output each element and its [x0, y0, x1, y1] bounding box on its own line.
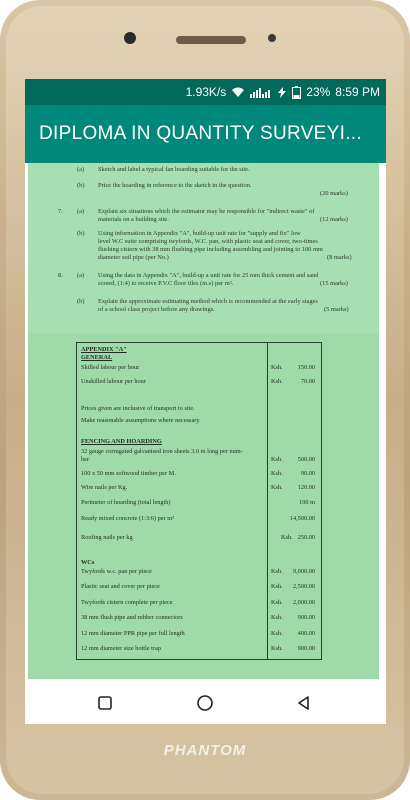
front-camera	[124, 32, 136, 44]
battery-icon	[292, 86, 301, 99]
q7-number: 7.	[58, 208, 63, 215]
home-button[interactable]	[194, 692, 216, 714]
q8b-marks: (5 marks)	[324, 306, 349, 313]
signal-icon	[250, 87, 272, 98]
status-bar	[25, 79, 386, 105]
wc-heading: WCs	[81, 559, 95, 566]
q6a-label: (a)	[77, 166, 85, 173]
concrete-item: Ready mixed concrete (1:3:6) per m³	[81, 515, 174, 522]
transport-note: Prices given are inclusive of transport to site.	[81, 405, 195, 412]
recents-button[interactable]	[94, 692, 116, 714]
q7a-line-2: materials on a building site.	[98, 216, 169, 223]
q8a-line-1: Using the data in Appendix "A", build-up a unit rate for 25 mm thick cement and sand	[98, 272, 319, 279]
q7b-line-3: flushing cistern with 38 mm flushing pipe including assembling and jointing to 100 mm	[98, 246, 323, 253]
q7b-line-1: Using information in Appendix "A", build-up unit rate for "supply and fix" low	[98, 230, 301, 237]
q8a-marks: (15 marks)	[320, 280, 348, 287]
skilled-labour-item: Skilled labour per hour	[81, 364, 140, 371]
phone-screen	[25, 79, 386, 724]
earpiece-speaker	[176, 36, 246, 44]
q7a-marks: (12 marks)	[320, 216, 348, 223]
navigation-bar	[25, 682, 386, 724]
back-button[interactable]	[293, 692, 315, 714]
timber-item: 100 x 50 mm softwood timber per M.	[81, 470, 176, 477]
q6-marks: (20 marks)	[320, 190, 348, 197]
roofing-nails-item: Roofing nails per kg	[81, 534, 133, 541]
general-heading: GENERAL	[81, 354, 113, 361]
appendix-title: APPENDIX "A"	[81, 346, 127, 353]
back-icon	[296, 695, 312, 711]
cistern-item: Twyfords cistern complete per piece	[81, 599, 173, 606]
home-icon	[196, 694, 214, 712]
q8b-line-2: of a school class project before any drawings.	[98, 306, 215, 313]
bottle-trap-item: 12 mm diameter size bottle trap	[81, 645, 161, 652]
proximity-sensor	[268, 34, 276, 42]
q7a-line-1: Explain six situations which the estimator may be responsible for "indirect waste" of	[98, 208, 315, 215]
iron-sheets-item-line-2: ber	[81, 456, 90, 463]
iron-sheets-item-line-1: 32 gauge corrugated galvanised iron sheets 3.0 m long per num-	[81, 448, 243, 455]
perimeter-item: Perimeter of hoarding (total length)	[81, 499, 171, 506]
recents-icon	[97, 695, 113, 711]
appendix-a-table: APPENDIX "A" GENERAL Skilled labour per hour Ksh. 150.00 Unskilled labour per hour Ksh. 70.00 Prices given are inclusive of transport to site. Make reasonable assumptions where necessary. FENCING AND HOARDING 32 gauge corrugated galvanised iron sheets 3.0 m long per num- ber Ksh. 500.00 100 x 50 mm softwood timber per M. Ksh. 90.00 Wire nails per Kg. Ksh. 120.00 Perimeter of hoarding (total length) 100 m Ready mixed concrete (1:3:6) per m³ 14,500.00 Roofing nails per kg Ksh. 250.00 WCs Twyfords w.c. pan per piece Ksh. 9,000.00 Plastic seat and cover per piece Ksh. 2,500.00 Twyfords cistern complete per piece Ksh. 2,000.00 38 mm flush pipe and rubber connectors Ksh. 900.00 12 mm diameter PPR pipe per full length Ksh. 400.00 12 mm diameter size bottle trap Ksh. 900.00	[76, 342, 322, 660]
battery-percent: 23%	[306, 85, 331, 99]
q8b-label: (b)	[77, 298, 85, 305]
q8b-line-1: Explain the approximate estimating method which is recommended at the early stages	[98, 298, 318, 305]
data-saver-icon	[277, 87, 287, 98]
column-divider	[267, 343, 268, 659]
q6b-label: (b)	[77, 182, 85, 189]
q8-number: 8.	[58, 272, 63, 279]
q6a-text: Sketch and label a typical fan hoarding suitable for the site.	[98, 166, 250, 173]
q6b-text: Price the hoarding in reference to the sketch in the question.	[98, 182, 252, 189]
network-speed: 1.93K/s	[185, 85, 227, 99]
document-viewer[interactable]	[25, 163, 386, 682]
clock: 8:59 PM	[335, 85, 380, 99]
seat-cover-item: Plastic seat and cover per piece	[81, 583, 160, 590]
q7b-line-4: diameter soil pipe (per No.)	[98, 254, 169, 261]
status-indicators	[186, 85, 380, 99]
fencing-heading: FENCING AND HOARDING	[81, 438, 162, 445]
q8a-line-2: screed, (1:4) to receive P.V.C floor tiles (m.s) per m².	[98, 280, 234, 287]
q8a-label: (a)	[77, 272, 85, 279]
assumptions-note: Make reasonable assumptions where necessary.	[81, 417, 201, 424]
phone-brand-logo: PHANTOM	[163, 742, 247, 759]
q7a-label: (a)	[77, 208, 85, 215]
wifi-icon	[231, 87, 245, 98]
ppr-pipe-item: 12 mm diameter PPR pipe per full length	[81, 630, 185, 637]
app-title: DIPLOMA IN QUANTITY SURVEYI...	[39, 123, 362, 144]
unskilled-labour-item: Unskilled labour per hour	[81, 378, 146, 385]
flush-pipe-item: 38 mm flush pipe and rubber connectors	[81, 614, 183, 621]
q7b-label: (b)	[77, 230, 85, 237]
app-bar	[25, 105, 386, 163]
wire-nails-item: Wire nails per Kg.	[81, 484, 128, 491]
wc-pan-item: Twyfords w.c. pan per piece	[81, 568, 152, 575]
q7b-marks: (8 marks)	[327, 254, 352, 261]
q7b-line-2: level W.C suite comprising twyfords, W.C. pan, with plastic seat and cover, two-times	[98, 238, 318, 245]
